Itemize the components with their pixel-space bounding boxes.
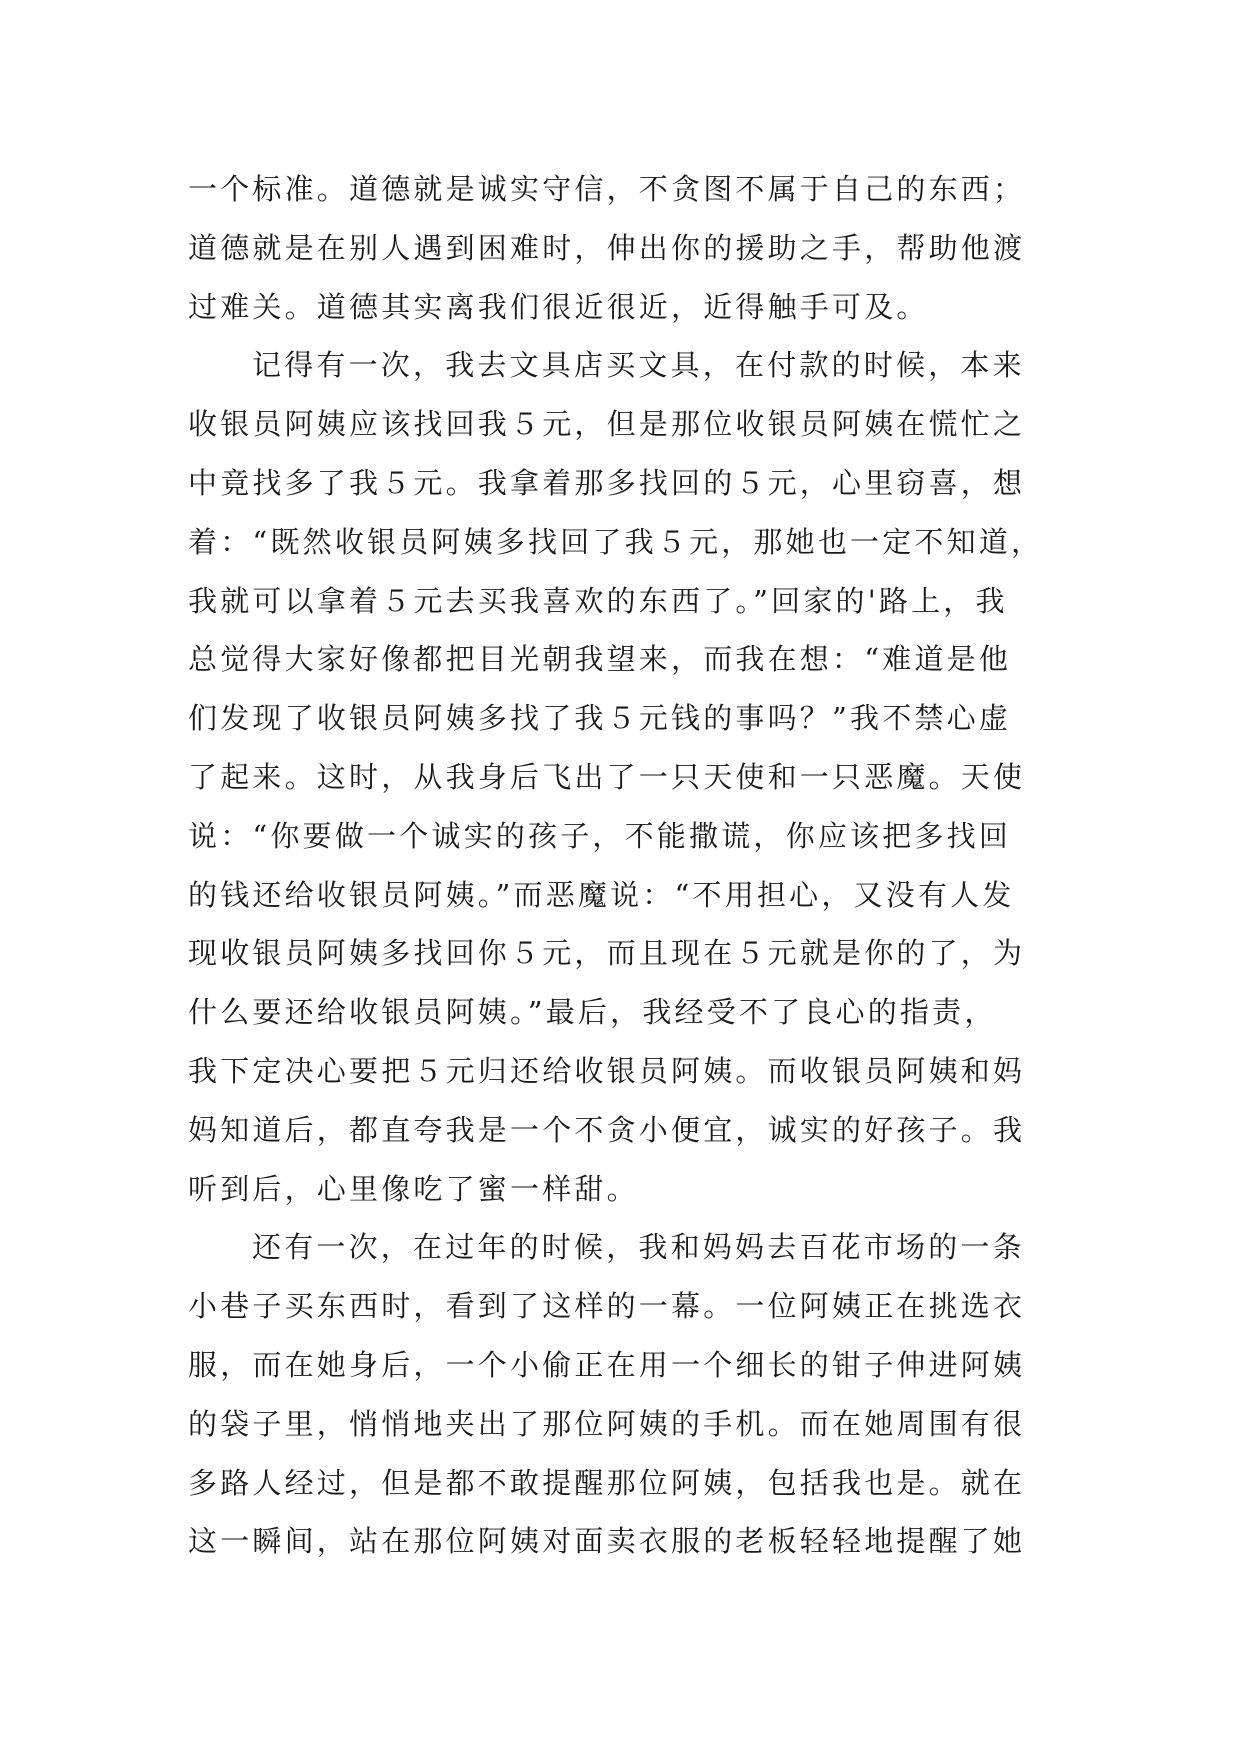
text-line: 道德就是在别人遇到困难时，伸出你的援助之手，帮助他渡 <box>188 230 1026 265</box>
text-line: 多路人经过，但是都不敢提醒那位阿姨，包括我也是。就在 <box>188 1465 1026 1500</box>
text-line: 服，而在她身后，一个小偷正在用一个细长的钳子伸进阿姨 <box>188 1347 1026 1382</box>
text-line: 妈知道后，都直夸我是一个不贪小便宜，诚实的好孩子。我 <box>188 1112 1026 1147</box>
text-line: 们发现了收银员阿姨多找了我５元钱的事吗？”我不禁心虚 <box>188 701 1012 736</box>
body-text <box>188 160 1048 1571</box>
paragraph-first-line: 记得有一次，我去文具店买文具，在付款的时候，本来 <box>252 348 1025 383</box>
text-line: 了起来。这时，从我身后飞出了一只天使和一只恶魔。天使 <box>188 759 1026 794</box>
text-line: 收银员阿姨应该找回我５元，但是那位收银员阿姨在慌忙之 <box>188 407 1026 442</box>
text-line: 中竟找多了我５元。我拿着那多找回的５元，心里窃喜，想 <box>188 465 1026 500</box>
text-line: 小巷子买东西时，看到了这样的一幕。一位阿姨正在挑选衣 <box>188 1289 1026 1324</box>
text-line: 一个标准。道德就是诚实守信，不贪图不属于自己的东西； <box>188 172 1026 206</box>
text-line: 现收银员阿姨多找回你５元，而且现在５元就是你的了，为 <box>188 936 1026 971</box>
text-line: 我就可以拿着５元去买我喜欢的东西了。”回家的'路上，我 <box>188 583 1008 618</box>
text-line: 的钱还给收银员阿姨。”而恶魔说：“不用担心，又没有人发 <box>188 877 1015 912</box>
text-line: 这一瞬间，站在那位阿姨对面卖衣服的老板轻轻地提醒了她 <box>188 1524 1026 1559</box>
text-line: 的袋子里，悄悄地夹出了那位阿姨的手机。而在她周围有很 <box>188 1406 1026 1441</box>
paragraph-first-line: 还有一次，在过年的时候，我和妈妈去百花市场的一条 <box>252 1230 1025 1265</box>
text-line: 什么要还给收银员阿姨。”最后，我经受不了良心的指责， <box>188 995 997 1030</box>
text-line: 过难关。道德其实离我们很近很近，近得触手可及。 <box>188 289 929 324</box>
text-line: 听到后，心里像吃了蜜一样甜。 <box>188 1171 639 1206</box>
text-line: 着：“既然收银员阿姨多找回了我５元，那她也一定不知道， <box>188 524 1044 559</box>
text-line: 总觉得大家好像都把目光朝我望来，而我在想：“难道是他 <box>188 642 1012 677</box>
text-line: 说：“你要做一个诚实的孩子，不能撒谎，你应该把多找回 <box>188 818 1012 853</box>
text-line: 我下定决心要把５元归还给收银员阿姨。而收银员阿姨和妈 <box>188 1053 1026 1088</box>
